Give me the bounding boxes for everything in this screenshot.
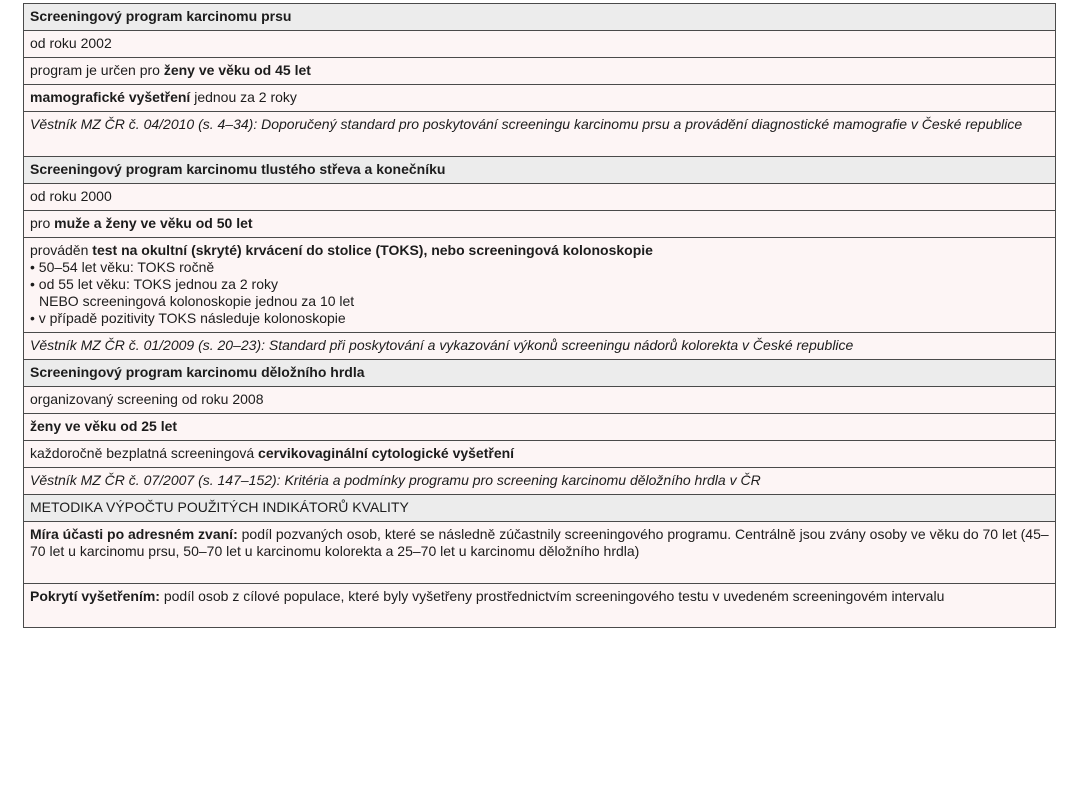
table-row-colorectal-citation — [24, 333, 1056, 360]
text: METODIKA VÝPOČTU POUŽITÝCH INDIKÁTORŮ KVALITY — [30, 499, 409, 515]
table-cell — [30, 242, 1049, 327]
cell-line — [30, 259, 1049, 276]
text: podíl pozvaných osob, které se následně zúčastnily screeningového programu. Centrálně jsou zvány osoby ve věku do 70 let (45–70 let u karcinomu prsu, 50–70 let u karcinomu kolorekta a 25–70 let u karcinomu děložního hrdla) — [30, 526, 1049, 559]
table-cell — [30, 8, 1049, 25]
bold-text: Screeningový program karcinomu prsu — [30, 8, 292, 24]
table-row-cervical-target-group — [24, 414, 1056, 441]
table-cell — [30, 418, 1049, 435]
cell-line — [30, 472, 1049, 489]
text: • v případě pozitivity TOKS následuje kolonoskopie — [30, 310, 346, 326]
text: • od 55 let věku: TOKS jednou za 2 roky — [30, 276, 278, 292]
table-row-breast-citation — [24, 112, 1056, 157]
bold-text: muže a ženy ve věku od 50 let — [54, 215, 253, 231]
table-cell — [30, 215, 1049, 232]
table-cell — [30, 499, 1049, 516]
table-cell — [30, 116, 1049, 133]
table-row-breast-since — [24, 31, 1056, 58]
bold-text: ženy ve věku od 25 let — [30, 418, 178, 434]
cell-line — [30, 588, 1049, 605]
table-cell — [30, 391, 1049, 408]
table-cell — [30, 35, 1049, 52]
screening-info-table — [23, 3, 1056, 628]
text: od roku 2000 — [30, 188, 112, 204]
bold-text: Screeningový program karcinomu tlustého střeva a konečníku — [30, 161, 446, 177]
cell-line — [30, 116, 1049, 133]
bold-text: Pokrytí vyšetřením: — [30, 588, 160, 604]
cell-line — [30, 499, 1049, 516]
text: Věstník MZ ČR č. 07/2007 (s. 147–152): Kritéria a podmínky programu pro screening karcinomu děložního hrdla v ČR — [30, 472, 761, 488]
table-row-cervical-since — [24, 387, 1056, 414]
text: • 50–54 let věku: TOKS ročně — [30, 259, 215, 275]
screening-info-table-wrapper — [23, 3, 1056, 628]
cell-line — [30, 445, 1049, 462]
table-row-cervical-citation — [24, 468, 1056, 495]
table-row-colorectal-target-group — [24, 211, 1056, 238]
text: každoročně bezplatná screeningová — [30, 445, 259, 461]
cell-line — [30, 188, 1049, 205]
cell-line — [30, 276, 1049, 293]
text: od roku 2002 — [30, 35, 112, 51]
table-cell — [30, 526, 1049, 560]
text: prováděn — [30, 242, 93, 258]
text: Věstník MZ ČR č. 04/2010 (s. 4–34): Doporučený standard pro poskytování screeningu karcinomu prsu a provádění diagnostické mamografie v České republice — [30, 116, 1023, 132]
cell-line — [30, 418, 1049, 435]
table-cell — [30, 161, 1049, 178]
cell-line — [30, 62, 1049, 79]
text: NEBO screeningová kolonoskopie jednou za 10 let — [39, 293, 355, 309]
bold-text: cervikovaginální cytologické vyšetření — [258, 445, 515, 461]
text: pro — [30, 215, 55, 231]
bold-text: Screeningový program karcinomu děložního hrdla — [30, 364, 365, 380]
cell-line — [30, 215, 1049, 232]
cell-line — [30, 526, 1049, 560]
section-header-quality-indicators — [24, 495, 1056, 522]
bold-text: test na okultní (skryté) krvácení do stolice (TOKS), nebo screeningová kolonoskopie — [92, 242, 653, 258]
cell-line — [30, 391, 1049, 408]
cell-line — [30, 242, 1049, 259]
table-row-colorectal-since — [24, 184, 1056, 211]
table-cell — [30, 89, 1049, 106]
cell-line — [30, 310, 1049, 327]
text: organizovaný screening od roku 2008 — [30, 391, 264, 407]
cell-line — [30, 35, 1049, 52]
table-cell — [30, 472, 1049, 489]
section-header-colorectal-screening — [24, 157, 1056, 184]
table-cell — [30, 188, 1049, 205]
section-header-breast-screening — [24, 4, 1056, 31]
bold-text: mamografické vyšetření — [30, 89, 191, 105]
table-row-breast-method — [24, 85, 1056, 112]
table-row-colorectal-method — [24, 238, 1056, 333]
table-cell — [30, 62, 1049, 79]
bold-text: Míra účasti po adresném zvaní: — [30, 526, 238, 542]
text: jednou za 2 roky — [190, 89, 297, 105]
table-cell — [30, 588, 1049, 605]
cell-line — [30, 89, 1049, 106]
bold-text: ženy ve věku od 45 let — [163, 62, 311, 78]
text: program je určen pro — [30, 62, 164, 78]
cell-line — [30, 8, 1049, 25]
cell-line — [30, 293, 1049, 310]
section-header-cervical-screening — [24, 360, 1056, 387]
table-cell — [30, 337, 1049, 354]
cell-line — [30, 364, 1049, 381]
table-cell — [30, 364, 1049, 381]
text: Věstník MZ ČR č. 01/2009 (s. 20–23): Standard při poskytování a vykazování výkonů screeningu nádorů kolorekta v České republice — [30, 337, 854, 353]
table-row-participation-rate — [24, 522, 1056, 584]
cell-line — [30, 161, 1049, 178]
table-row-breast-target-group — [24, 58, 1056, 85]
table-row-cervical-method — [24, 441, 1056, 468]
table-cell — [30, 445, 1049, 462]
table-row-examination-coverage — [24, 584, 1056, 628]
text: podíl osob z cílové populace, které byly vyšetřeny prostřednictvím screeningového testu v uvedeném screeningovém intervalu — [159, 588, 945, 604]
cell-line — [30, 337, 1049, 354]
